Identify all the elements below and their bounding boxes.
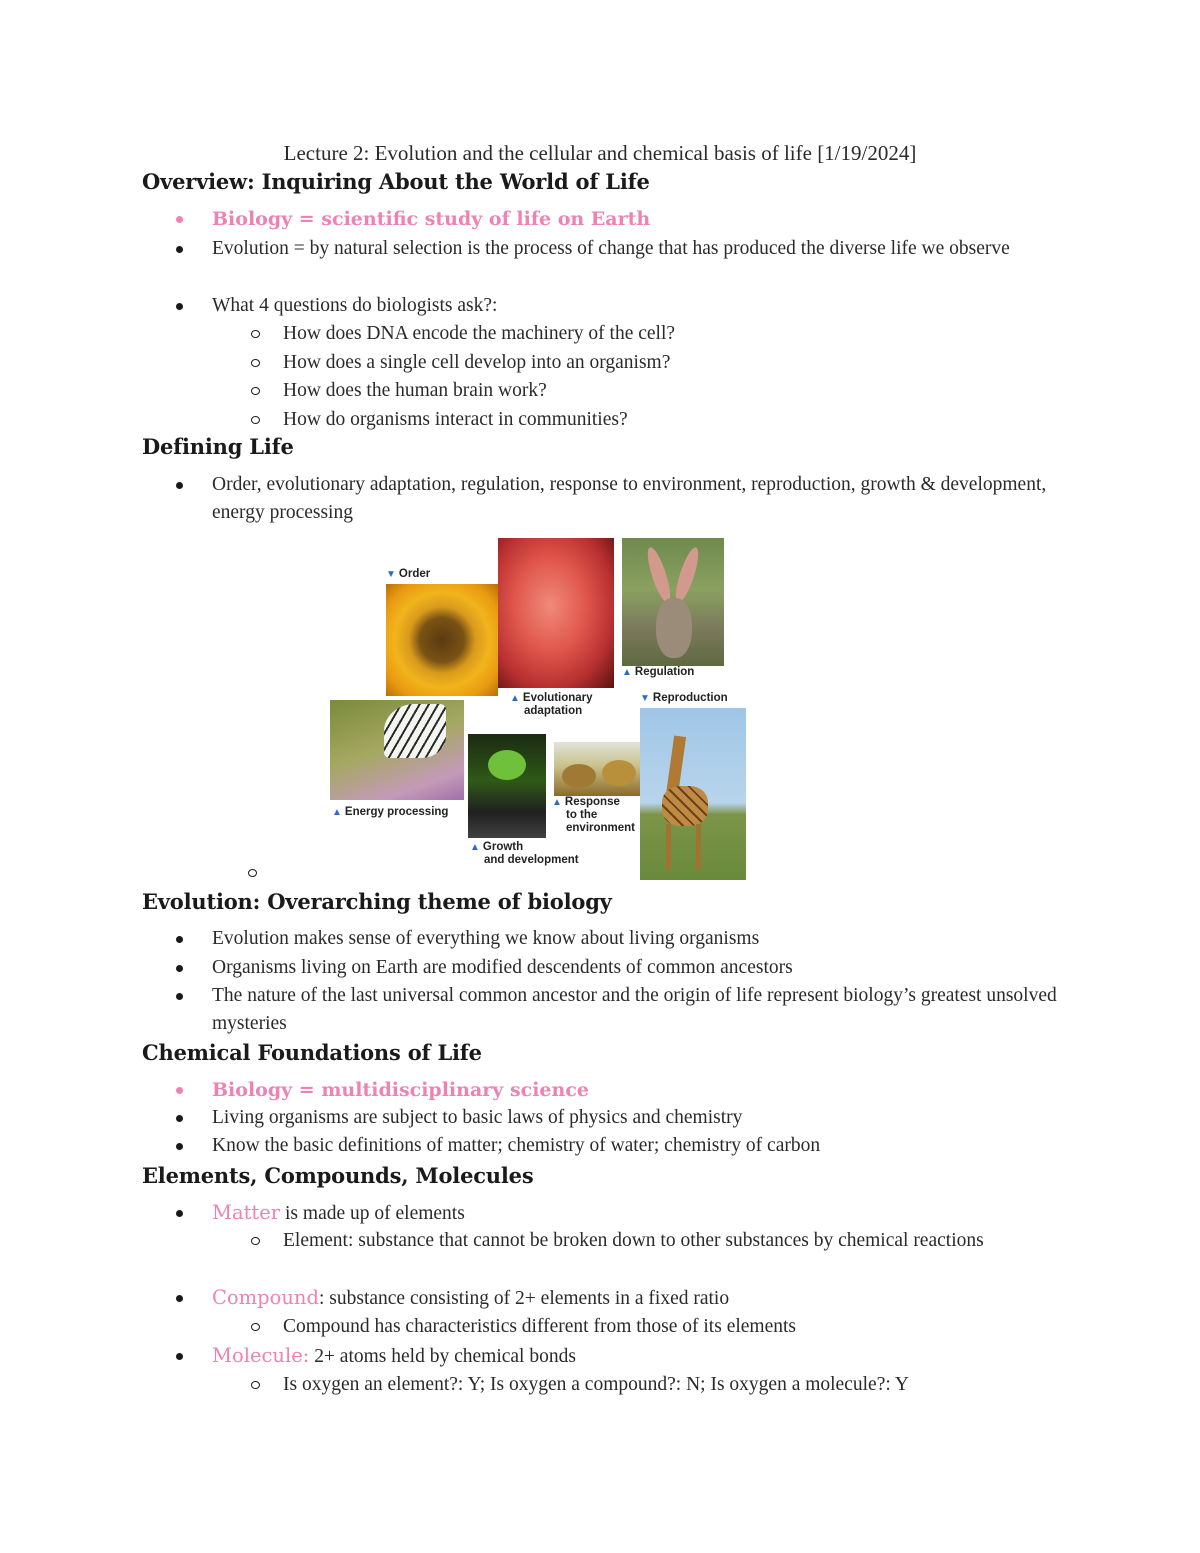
heading-defining-life: Defining Life: [142, 434, 294, 459]
list-item: Evolution makes sense of everything we know about living organisms: [212, 925, 1062, 953]
term-molecule: Molecule:: [212, 1344, 310, 1367]
list-item: Evolution = by natural selection is the process of change that has produced the diverse life we observe: [212, 235, 1062, 263]
hare-photo: [622, 538, 724, 666]
circle-bullet-icon: [251, 359, 260, 367]
bullet-icon: [176, 965, 183, 972]
heading-elements: Elements, Compounds, Molecules: [142, 1163, 534, 1188]
list-item: Compound: substance consisting of 2+ elements in a fixed ratio: [212, 1284, 1062, 1313]
circle-bullet-icon: [251, 1237, 260, 1245]
bullet-icon: [176, 482, 183, 489]
bullet-icon: [176, 246, 183, 253]
list-item: What 4 questions do biologists ask?:: [212, 292, 1062, 320]
circle-bullet-icon: [251, 416, 260, 424]
giraffe-photo: [640, 708, 746, 880]
sub-list-item: How does DNA encode the machinery of the cell?: [283, 320, 1073, 348]
caption-regulation: ▲ Regulation: [622, 666, 695, 678]
list-item: Living organisms are subject to basic laws of physics and chemistry: [212, 1104, 1062, 1132]
triangle-down-icon: ▼: [386, 569, 396, 580]
sub-list-item: Element: substance that cannot be broken down to other substances by chemical reactions: [283, 1227, 1073, 1255]
list-item: Biology = multidisciplinary science: [212, 1076, 1062, 1105]
bullet-icon: [176, 1295, 183, 1302]
circle-bullet-icon: [248, 869, 257, 877]
bullet-icon: [176, 1115, 183, 1122]
bullet-icon: [176, 1087, 183, 1094]
triangle-up-icon: ▲: [552, 797, 562, 808]
seahorse-photo: [498, 538, 614, 688]
term-matter: Matter: [212, 1201, 281, 1224]
list-item: Biology = scientific study of life on Earth: [212, 205, 1062, 234]
heading-evolution: Evolution: Overarching theme of biology: [142, 889, 612, 914]
butterfly-photo: [330, 700, 464, 800]
caption-reproduction: ▼ Reproduction: [640, 692, 728, 704]
triangle-up-icon: ▲: [622, 667, 632, 678]
bullet-icon: [176, 1353, 183, 1360]
list-item: Order, evolutionary adaptation, regulation, response to environment, reproduction, growth & development, energy processing: [212, 471, 1062, 527]
circle-bullet-icon: [251, 387, 260, 395]
caption-energy-processing: ▲ Energy processing: [332, 806, 449, 818]
circle-bullet-icon: [251, 1381, 260, 1389]
bullet-icon: [176, 1210, 183, 1217]
bullet-icon: [176, 1143, 183, 1150]
heading-chemical-foundations: Chemical Foundations of Life: [142, 1040, 482, 1065]
triangle-up-icon: ▲: [470, 842, 480, 853]
bullet-icon: [176, 993, 183, 1000]
sub-list-item: How do organisms interact in communities?: [283, 406, 1073, 434]
sub-list-item: Compound has characteristics different from those of its elements: [283, 1313, 1073, 1341]
sub-list-item: How does the human brain work?: [283, 377, 1073, 405]
caption-response: ▲ Response to the environment: [552, 796, 636, 834]
circle-bullet-icon: [251, 330, 260, 338]
caption-adaptation: ▲ Evolutionary adaptation: [510, 692, 593, 717]
caption-growth: ▲ Growth and development: [470, 841, 579, 866]
sub-list-item: How does a single cell develop into an organism?: [283, 349, 1073, 377]
list-item: Know the basic definitions of matter; chemistry of water; chemistry of carbon: [212, 1132, 1062, 1160]
term-compound: Compound: [212, 1286, 319, 1309]
seedling-photo: [468, 734, 546, 838]
triangle-up-icon: ▲: [510, 693, 520, 704]
bullet-icon: [176, 936, 183, 943]
lecture-title: Lecture 2: Evolution and the cellular and chemical basis of life [1/19/2024]: [283, 141, 917, 165]
caption-order: ▼ Order: [386, 568, 431, 580]
bullet-icon: [176, 303, 183, 310]
characteristics-of-life-figure: [330, 538, 750, 880]
list-item: Matter is made up of elements: [212, 1199, 1062, 1228]
sunflower-photo: [386, 584, 498, 696]
flytrap-photo: [554, 742, 642, 796]
circle-bullet-icon: [251, 1323, 260, 1331]
bullet-icon: [176, 216, 183, 223]
heading-overview: Overview: Inquiring About the World of Life: [142, 169, 650, 194]
triangle-down-icon: ▼: [640, 693, 650, 704]
list-item: Organisms living on Earth are modified descendents of common ancestors: [212, 954, 1062, 982]
triangle-up-icon: ▲: [332, 807, 342, 818]
list-item: The nature of the last universal common ancestor and the origin of life represent biology’s greatest unsolved mysteries: [212, 982, 1062, 1038]
list-item: Molecule: 2+ atoms held by chemical bonds: [212, 1342, 1062, 1371]
sub-list-item: Is oxygen an element?: Y; Is oxygen a compound?: N; Is oxygen a molecule?: Y: [283, 1371, 1073, 1399]
